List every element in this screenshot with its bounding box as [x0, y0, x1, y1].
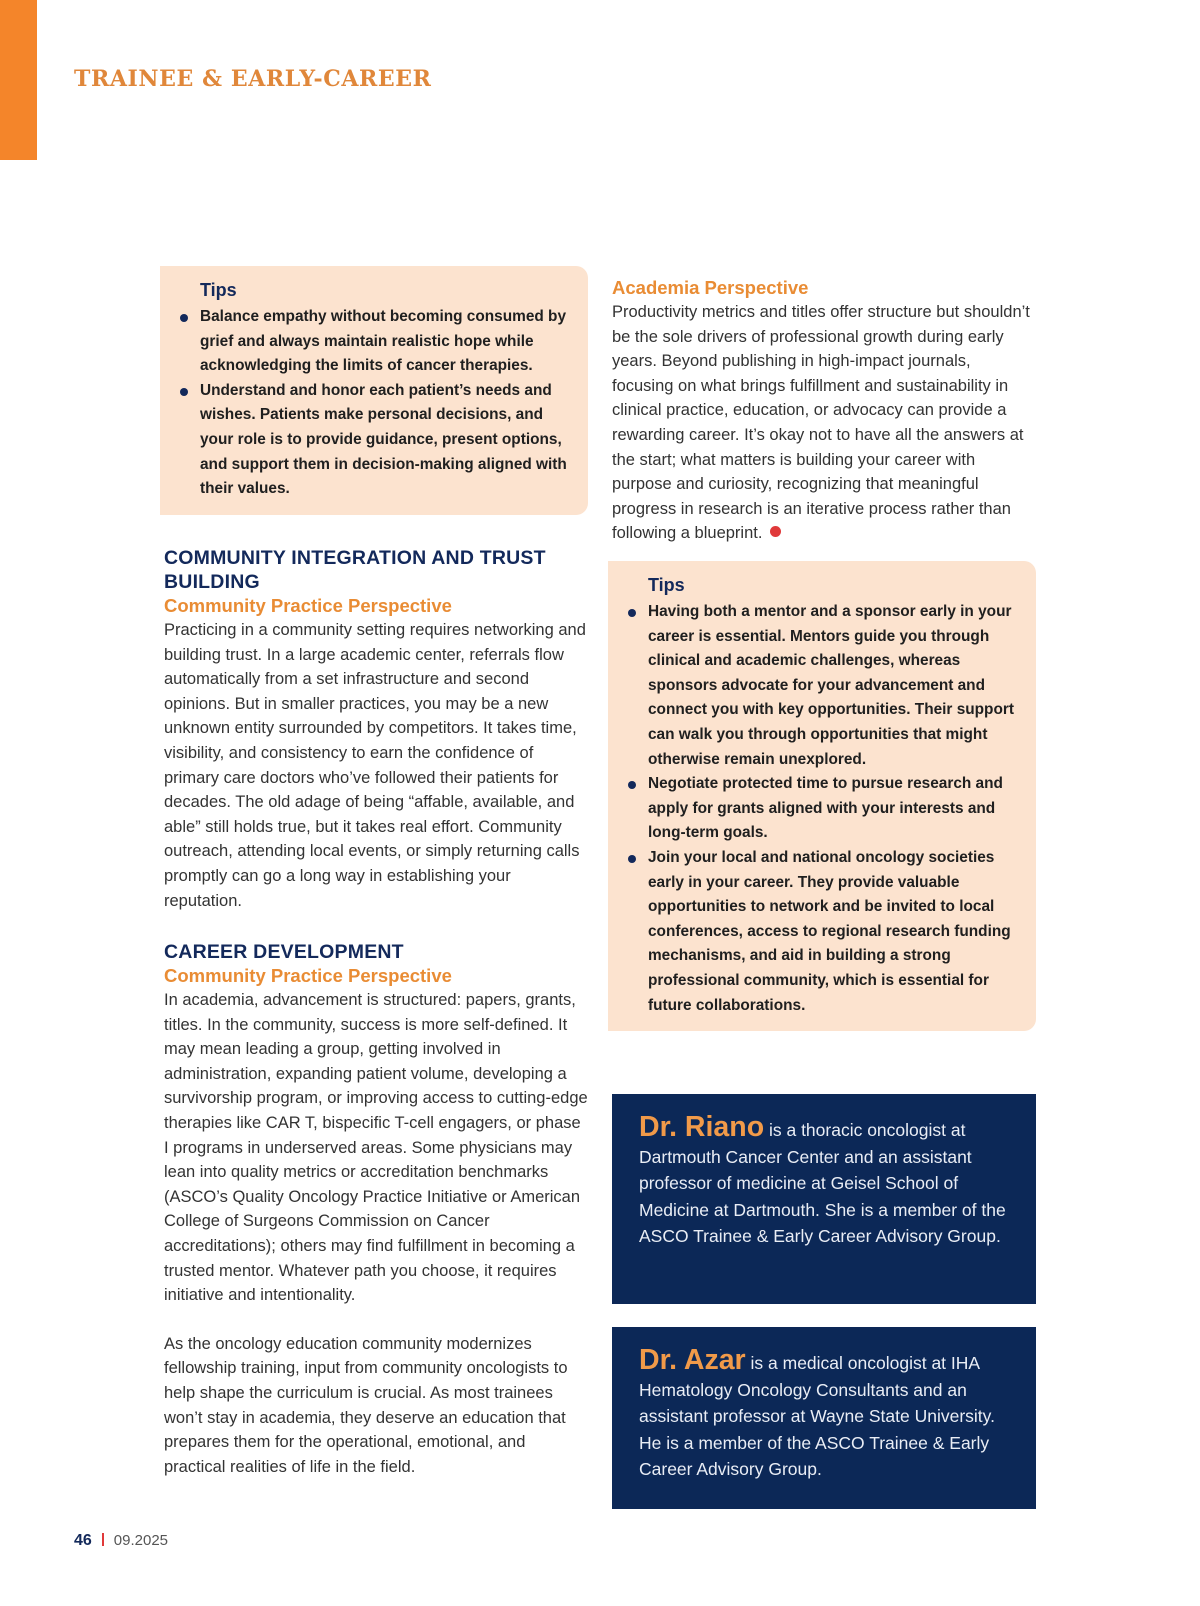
tips-title: Tips: [200, 280, 237, 300]
page-footer: [74, 1532, 168, 1550]
tips-item: Join your local and national oncology societies early in your career. They provide valuable opportunities to network and be invited to local conferences, access to regional research funding mechanisms, and aid in building a strong professional community, which is essential for future collaborations.: [628, 846, 1020, 1018]
tips-item: Understand and honor each patient’s needs and wishes. Patients make personal decisions, and your role is to provide guidance, present options, and support them in decision-making aligned with their values.: [180, 379, 572, 502]
body-paragraph: As the oncology education community modernizes fellowship training, input from community oncologists to help shape the curriculum is crucial. As most trainees won’t stay in academia, they deserve an education that prepares them for the operational, emotional, and practical realities of life in the field.: [164, 1334, 568, 1476]
tips-list: [628, 600, 1020, 1018]
section-subheading: Academia Perspective: [612, 277, 809, 298]
footer-separator: [102, 1533, 104, 1546]
page-number: 46: [74, 1532, 92, 1549]
section-heading: COMMUNITY INTEGRATION AND TRUST BUILDING: [164, 547, 546, 593]
section-subheading: Community Practice Perspective: [164, 595, 452, 616]
tips-box-left: [160, 266, 588, 515]
tips-item: Balance empathy without becoming consumed by grief and always maintain realistic hope while acknowledging the limits of cancer therapies.: [180, 305, 572, 379]
author-bio-text: is a medical oncologist at IHA Hematology Oncology Consultants and an assistant professor at Wayne State University. He is a member of the ASCO Trainee & Early Career Advisory Group.: [639, 1353, 995, 1479]
tips-title: Tips: [648, 575, 685, 595]
career-section: [164, 940, 588, 1479]
author-name: Dr. Riano: [639, 1111, 765, 1143]
tips-item: Having both a mentor and a sponsor early in your career is essential. Mentors guide you through clinical and academic challenges, whereas sponsors advocate for your advancement and connect you with key opportunities. Their support can walk you through opportunities that might otherwise remain unexplored.: [628, 600, 1020, 772]
tips-item: Negotiate protected time to pursue research and apply for grants aligned with your interests and long-term goals.: [628, 772, 1020, 846]
issue-date: 09.2025: [113, 1532, 169, 1549]
author-bio-riano: [612, 1094, 1036, 1304]
section-label: TRAINEE & EARLY-CAREER: [74, 66, 432, 92]
body-paragraph: In academia, advancement is structured: papers, grants, titles. In the community, success is more self-defined. It may mean leading a group, getting involved in administration, expanding patient volume, developing a survivorship program, or improving access to cutting-edge therapies like CAR T, bispecific T-cell engagers, or phase I programs in underserved areas. Some physicians may lean into quality metrics or accreditation benchmarks (ASCO’s Quality Oncology Practice Initiative or American College of Surgeons Commission on Cancer accreditations); others may find fulfillment in becoming a trusted mentor. Whatever path you choose, it requires initiative and intentionality.: [164, 991, 588, 1305]
section-heading: CAREER DEVELOPMENT: [164, 941, 404, 963]
end-mark-dot: [770, 526, 781, 537]
author-bio-azar: [612, 1327, 1036, 1509]
author-name: Dr. Azar: [639, 1344, 746, 1376]
accent-bar: [0, 0, 37, 160]
community-section: [164, 546, 588, 913]
section-subheading: Community Practice Perspective: [164, 965, 452, 986]
tips-box-right: [608, 561, 1036, 1031]
author-bio-text: is a thoracic oncologist at Dartmouth Cancer Center and an assistant professor of medicine at Geisel School of Medicine at Dartmouth. She is a member of the ASCO Trainee & Early Career Advisory Group.: [639, 1120, 1006, 1246]
body-paragraph: [612, 300, 1036, 546]
body-paragraph: Practicing in a community setting requires networking and building trust. In a large academic center, referrals flow automatically from a set infrastructure and second opinions. But in smaller practices, you may be a new unknown entity surrounded by competitors. It takes time, visibility, and consistency to earn the confidence of primary care doctors who’ve followed their patients for decades. The old adage of being “affable, available, and able” still holds true, but it takes real effort. Community outreach, attending local events, or simply returning calls promptly can go a long way in establishing your reputation.: [164, 621, 586, 910]
academia-body-text: Productivity metrics and titles offer structure but shouldn’t be the sole drivers of professional growth during early years. Beyond publishing in high-impact journals, focusing on what brings fulfillment and sustainability in clinical practice, education, or advocacy can provide a rewarding career. It’s okay not to have all the answers at the start; what matters is building your career with purpose and curiosity, recognizing that meaningful progress in research is an iterative process rather than following a blueprint.: [612, 303, 1030, 543]
tips-list: [180, 305, 572, 502]
academia-section: [612, 276, 1036, 546]
